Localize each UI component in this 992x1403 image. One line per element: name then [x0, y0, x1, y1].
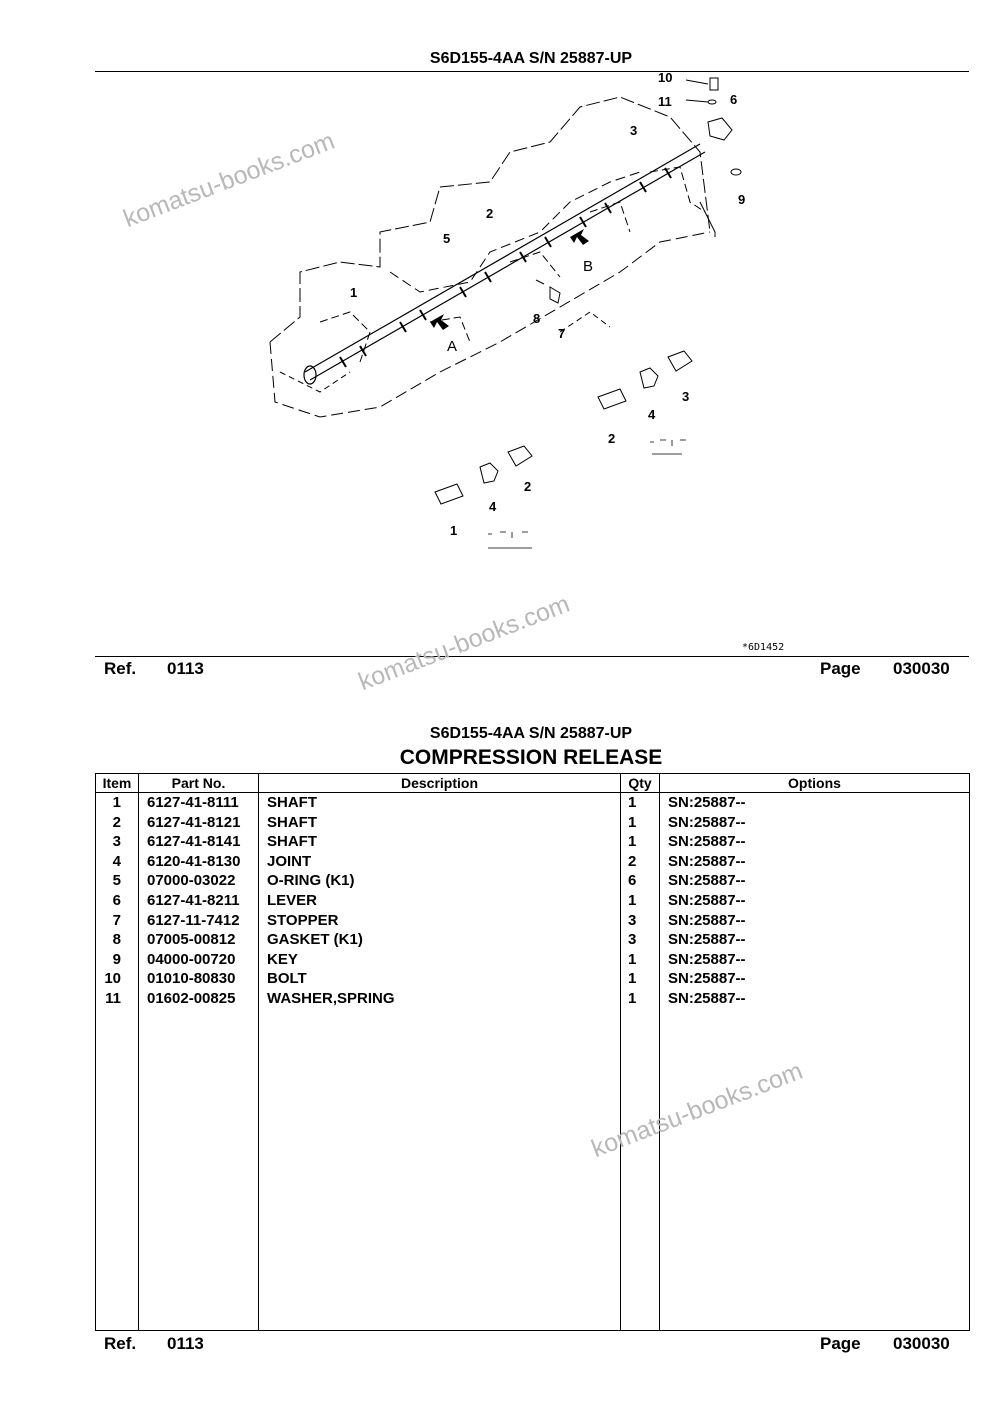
cell-part-no: 01010-80830 — [147, 970, 236, 988]
cell-qty: 6 — [628, 872, 637, 890]
cell-item: 4 — [112, 852, 121, 870]
callout-detail-a-4: 4 — [489, 499, 497, 514]
callout-6: 6 — [730, 92, 738, 107]
table-header-row — [96, 774, 970, 793]
callout-detail-b-3: 3 — [682, 389, 690, 404]
ref-label-top: Ref. — [104, 659, 137, 678]
callout-detail-b: B — [583, 258, 594, 275]
cell-options: SN:25887-- — [668, 833, 746, 851]
cell-item: 3 — [112, 833, 121, 851]
arrow-b-icon — [570, 229, 589, 245]
cell-part-no: 6127-41-8111 — [147, 794, 239, 811]
cell-item: 10 — [104, 970, 121, 988]
col-header-options: Options — [660, 774, 970, 793]
callout-2: 2 — [486, 206, 494, 221]
callout-9: 9 — [738, 192, 746, 207]
ref-value-bottom: 0113 — [167, 1334, 204, 1353]
cell-part-no: 6127-41-8211 — [147, 891, 240, 909]
callout-detail-b-4: 4 — [648, 407, 656, 422]
cell-item: 8 — [112, 931, 121, 949]
callout-7: 7 — [558, 326, 566, 341]
page-label-top: Page — [820, 659, 861, 678]
cell-description: SHAFT — [267, 794, 317, 811]
cell-item: 1 — [112, 794, 121, 811]
col-header-part-no: Part No. — [139, 774, 259, 793]
column-options — [660, 793, 970, 1331]
cell-qty: 2 — [628, 852, 637, 870]
col-header-item: Item — [96, 774, 139, 793]
cell-part-no: 07000-03022 — [147, 872, 236, 890]
ref-label-bottom: Ref. — [104, 1334, 137, 1353]
cell-options: SN:25887-- — [668, 891, 746, 909]
cell-description: BOLT — [267, 970, 307, 988]
cell-description: WASHER,SPRING — [267, 989, 395, 1007]
cell-part-no: 6120-41-8130 — [147, 852, 241, 870]
cell-qty: 3 — [628, 931, 637, 949]
callout-detail-a-1: 1 — [450, 523, 458, 538]
cell-description: GASKET (K1) — [267, 931, 363, 949]
cell-options: SN:25887-- — [668, 931, 746, 949]
cell-item: 7 — [112, 911, 121, 929]
cell-description: O-RING (K1) — [267, 872, 355, 890]
cell-part-no: 04000-00720 — [147, 950, 236, 968]
column-part-no — [139, 793, 259, 1331]
callout-8: 8 — [533, 311, 541, 326]
cell-item: 5 — [112, 872, 121, 890]
column-qty — [621, 793, 660, 1331]
page-label-bottom: Page — [820, 1334, 861, 1353]
cell-part-no: 07005-00812 — [147, 931, 236, 949]
cell-qty: 1 — [628, 891, 637, 909]
callout-3: 3 — [630, 123, 638, 138]
parts-table — [95, 773, 970, 1331]
column-item — [96, 793, 139, 1331]
cell-options: SN:25887-- — [668, 813, 746, 831]
table-body — [96, 793, 970, 1331]
callout-detail-a: A — [447, 338, 458, 355]
page-value-bottom: 030030 — [893, 1334, 950, 1353]
cell-item: 9 — [112, 950, 121, 968]
cell-options: SN:25887-- — [668, 970, 746, 988]
stopper-group — [536, 280, 560, 303]
cell-qty: 1 — [628, 833, 637, 851]
cell-part-no: 01602-00825 — [147, 989, 236, 1007]
cell-options: SN:25887-- — [668, 794, 746, 811]
col-header-qty: Qty — [621, 774, 660, 793]
parts-header-model: S6D155-4AA S/N 25887-UP — [429, 725, 633, 742]
detail-b-parts — [598, 351, 692, 409]
cell-description: STOPPER — [267, 911, 339, 929]
cell-qty: 1 — [628, 950, 637, 968]
cell-options: SN:25887-- — [668, 989, 746, 1007]
cell-item: 11 — [105, 989, 121, 1007]
cell-options: SN:25887-- — [668, 911, 746, 929]
callout-detail-b-2: 2 — [608, 431, 616, 446]
cell-description: LEVER — [267, 891, 318, 909]
arrow-a-icon — [430, 314, 449, 330]
cell-description: SHAFT — [267, 813, 317, 831]
cell-qty: 1 — [628, 813, 637, 831]
cell-qty: 1 — [628, 970, 637, 988]
exploded-diagram — [260, 72, 760, 662]
detail-a-parts — [435, 446, 532, 504]
ref-value-top: 0113 — [167, 659, 204, 678]
page-value-top: 030030 — [893, 659, 950, 678]
cell-description: KEY — [267, 950, 298, 968]
drawing-number: *6D1452 — [742, 642, 785, 653]
callout-detail-a-2: 2 — [524, 479, 532, 494]
cell-options: SN:25887-- — [668, 950, 746, 968]
cell-part-no: 6127-41-8121 — [147, 813, 241, 831]
cell-part-no: 6127-11-7412 — [147, 911, 240, 929]
callout-10: 10 — [658, 70, 673, 85]
cell-qty: 1 — [628, 794, 637, 811]
watermark: komatsu-books.com — [587, 1056, 807, 1164]
callout-5: 5 — [443, 231, 451, 246]
detail-captions — [488, 440, 686, 548]
watermark: komatsu-books.com — [354, 589, 574, 697]
callout-1: 1 — [350, 285, 358, 300]
cell-qty: 1 — [628, 989, 637, 1007]
page-header-model: S6D155-4AA S/N 25887-UP — [429, 50, 633, 67]
cell-options: SN:25887-- — [668, 852, 746, 870]
cell-part-no: 6127-41-8141 — [147, 833, 241, 851]
cell-description: SHAFT — [267, 833, 317, 851]
callout-11: 11 — [658, 94, 672, 109]
cell-item: 2 — [112, 813, 121, 831]
cell-qty: 3 — [628, 911, 637, 929]
illustration-bottom-rule — [95, 656, 969, 657]
col-header-description: Description — [259, 774, 621, 793]
column-description — [259, 793, 621, 1331]
parts-title: COMPRESSION RELEASE — [399, 746, 663, 769]
watermark: komatsu-books.com — [119, 126, 339, 234]
cell-description: JOINT — [267, 852, 312, 870]
cell-item: 6 — [112, 891, 121, 909]
cell-options: SN:25887-- — [668, 872, 746, 890]
